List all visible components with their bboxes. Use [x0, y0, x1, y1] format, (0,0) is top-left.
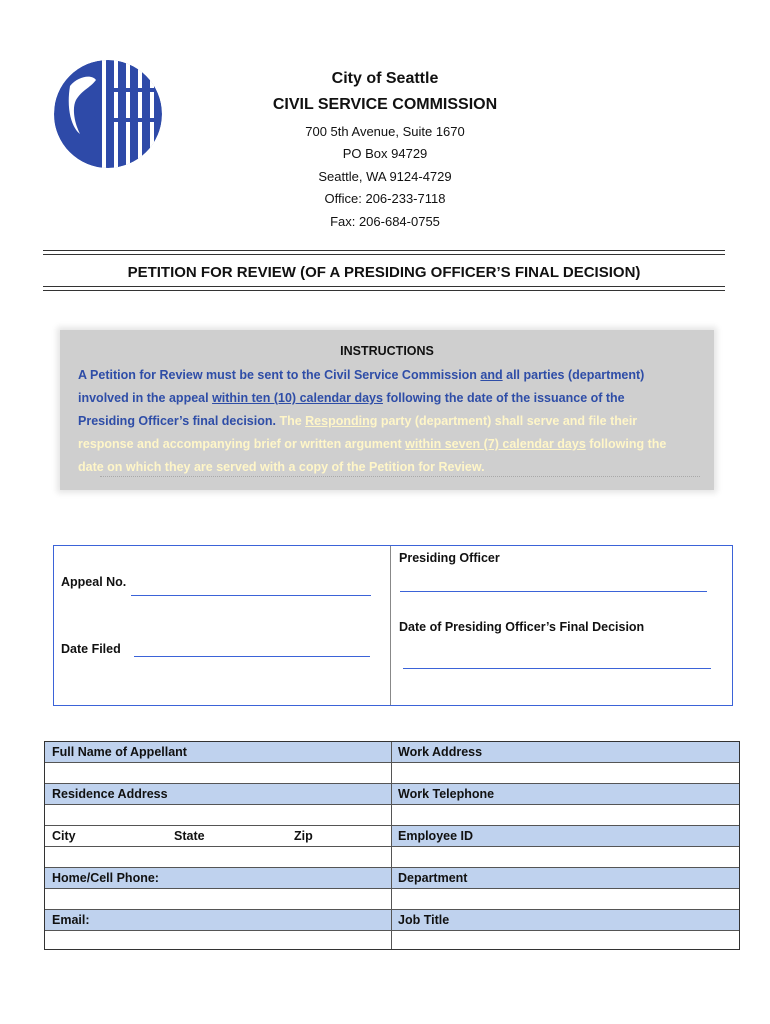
home-phone-label: Home/Cell Phone: [52, 871, 159, 885]
employee-id-label: Employee ID [398, 829, 474, 843]
employee-id-cell [392, 826, 739, 846]
instructions-line-2 [78, 391, 625, 405]
address-line-3: Seattle, WA 9124-4729 [318, 169, 452, 184]
instr-emphasis: and [480, 368, 503, 382]
instr-text: response and accompanying brief or written argument [78, 437, 406, 451]
appellant-info-table [44, 741, 740, 950]
home-phone-field[interactable] [45, 889, 391, 909]
instructions-heading: INSTRUCTIONS [340, 344, 434, 358]
decision-date-field[interactable] [403, 668, 711, 669]
job-title-cell [392, 910, 739, 930]
full-name-label: Full Name of Appellant [52, 745, 187, 759]
zip-label: Zip [294, 829, 313, 843]
address-line-1: 700 5th Avenue, Suite 1670 [305, 124, 465, 139]
home-phone-cell [45, 868, 391, 888]
divider-top-2 [43, 254, 725, 255]
work-address-cell [392, 742, 739, 762]
city-state-zip-cell [45, 826, 391, 846]
decision-date-label: Date of Presiding Officer’s Final Decision [399, 620, 645, 634]
residence-address-field[interactable] [45, 805, 391, 825]
instructions-dotted-rule [100, 476, 700, 477]
instructions-line-5: date on which they are served with a copy of the Petition for Review. [78, 460, 485, 474]
fax-number: Fax: 206-684-0755 [330, 214, 440, 229]
instr-text: following the [585, 437, 667, 451]
commission-name: CIVIL SERVICE COMMISSION [272, 96, 498, 113]
appeal-no-label: Appeal No. [61, 575, 127, 589]
instr-deadline-ten-days: within ten (10) calendar days [212, 391, 383, 405]
org-name: City of Seattle [331, 70, 439, 87]
instr-deadline-seven-days: within seven (7) calendar days [405, 437, 586, 451]
divider-bottom-2 [43, 290, 725, 291]
instr-text: following the date of the issuance of the [382, 391, 625, 405]
date-filed-field[interactable] [134, 656, 370, 657]
email-cell [45, 910, 391, 930]
presiding-officer-field[interactable] [400, 591, 707, 592]
employee-id-field[interactable] [392, 847, 739, 867]
city-label: City [52, 829, 76, 843]
address-line-2: PO Box 94729 [342, 146, 428, 161]
job-title-label: Job Title [398, 913, 450, 927]
department-field[interactable] [392, 889, 739, 909]
department-cell [392, 868, 739, 888]
work-telephone-cell [392, 784, 739, 804]
divider-top-1 [43, 250, 725, 251]
work-telephone-field[interactable] [392, 805, 739, 825]
instructions-box [60, 330, 714, 490]
email-field[interactable] [45, 931, 391, 949]
instr-text: party (department) shall serve and file their [377, 414, 638, 428]
full-name-cell [45, 742, 391, 762]
instr-text: involved in the appeal [78, 391, 213, 405]
instructions-line-3 [78, 414, 637, 428]
department-label: Department [398, 871, 468, 885]
presiding-officer-label: Presiding Officer [399, 551, 500, 565]
work-address-field[interactable] [392, 763, 739, 783]
city-state-zip-field[interactable] [45, 847, 391, 867]
residence-address-label: Residence Address [52, 787, 168, 801]
instr-text: all parties (department) [502, 368, 645, 382]
instr-text: A Petition for Review must be sent to the Civil Service Commission [78, 368, 481, 382]
instructions-line-4 [78, 437, 666, 451]
page-title: PETITION FOR REVIEW (OF A PRESIDING OFFICER’S FINAL DECISION) [127, 264, 641, 281]
instr-text: Presiding Officer’s final decision. [78, 414, 276, 428]
residence-address-cell [45, 784, 391, 804]
job-title-field[interactable] [392, 931, 739, 949]
date-filed-label: Date Filed [61, 642, 121, 656]
office-phone: Office: 206-233-7118 [324, 191, 446, 206]
divider-bottom-1 [43, 286, 725, 287]
appeal-box-divider [390, 546, 391, 705]
instr-emphasis: Responding [305, 414, 378, 428]
work-telephone-label: Work Telephone [398, 787, 495, 801]
seattle-seal-icon [52, 58, 164, 170]
instructions-line-1 [78, 368, 644, 382]
full-name-field[interactable] [45, 763, 391, 783]
instr-text: The [275, 414, 306, 428]
state-label: State [174, 829, 205, 843]
email-label: Email: [52, 913, 90, 927]
appeal-info-box [53, 545, 733, 706]
work-address-label: Work Address [398, 745, 483, 759]
appeal-no-field[interactable] [131, 595, 371, 596]
table-column-divider [391, 742, 392, 949]
